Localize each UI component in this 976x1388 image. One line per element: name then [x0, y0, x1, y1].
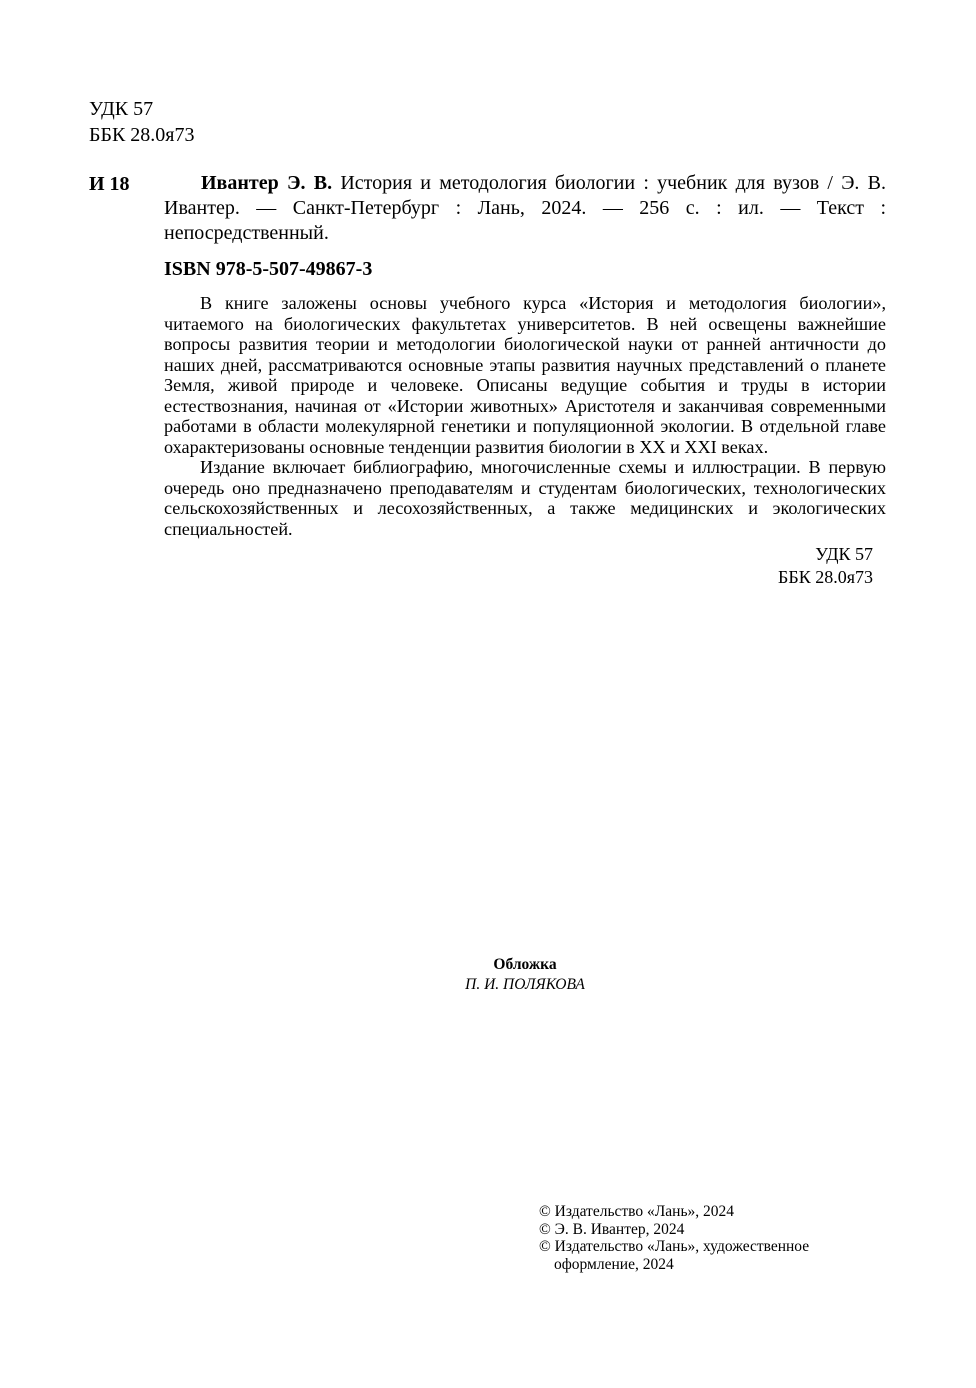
author-mark: И 18: [89, 173, 130, 195]
abstract-paragraph: В книге заложены основы учебного курса «История и методология биологии», читаемого на биологических факультетах университетов. В ней освещены важнейшие вопросы развития теории и методологии биологической науки от ранней античности до наших дней, рассматриваются основные этапы развития научных представлений о планете Земля, живой природе и человеке. Описаны ведущие события и труды в истории естествознания, начиная от «Истории животных» Аристотеля и заканчивая современными работами в области молекулярной генетики и популяционной экологии. В отдельной главе охарактеризованы основные тенденции развития биологии в XX и XXI веках.: [164, 293, 886, 457]
udk-code: УДК 57: [89, 98, 154, 120]
classification-block-bottom: [778, 543, 873, 589]
abstract: [164, 293, 886, 539]
cover-label: Обложка: [493, 956, 557, 973]
isbn: ISBN 978-5-507-49867-3: [164, 258, 373, 280]
bibliographic-rest: История и методология биологии : учебник для вузов / Э. В. Ивантер. — Санкт-Петербург : Лань, 2024. — 256 с. : ил. — Текст : непосредственный.: [164, 172, 886, 244]
copyright-line: © Издательство «Лань», 2024: [539, 1203, 735, 1220]
copyright-block: [539, 1203, 809, 1273]
classification-block-top: [89, 96, 195, 148]
abstract-paragraph: Издание включает библиографию, многочисленные схемы и иллюстрации. В первую очередь оно предназначено преподавателям и студентам биологических, технологических сельскохозяйственных и лесохозяйственных, а также медицинских и экологических специальностей.: [164, 457, 886, 539]
bibliographic-text: [164, 171, 886, 246]
author-name: Ивантер Э. В.: [201, 172, 333, 194]
copyright-line: © Издательство «Лань», художественное: [539, 1238, 810, 1255]
udk-code: УДК 57: [815, 544, 873, 564]
bbk-code: ББК 28.0я73: [89, 124, 195, 146]
copyright-line-continuation: оформление, 2024: [554, 1255, 674, 1273]
bbk-code: ББК 28.0я73: [778, 567, 873, 587]
bibliographic-description: [164, 171, 886, 246]
cover-designer: П. И. ПОЛЯКОВА: [465, 976, 585, 993]
copyright-line: © Э. В. Ивантер, 2024: [539, 1220, 685, 1238]
cover-credit: [360, 955, 690, 995]
